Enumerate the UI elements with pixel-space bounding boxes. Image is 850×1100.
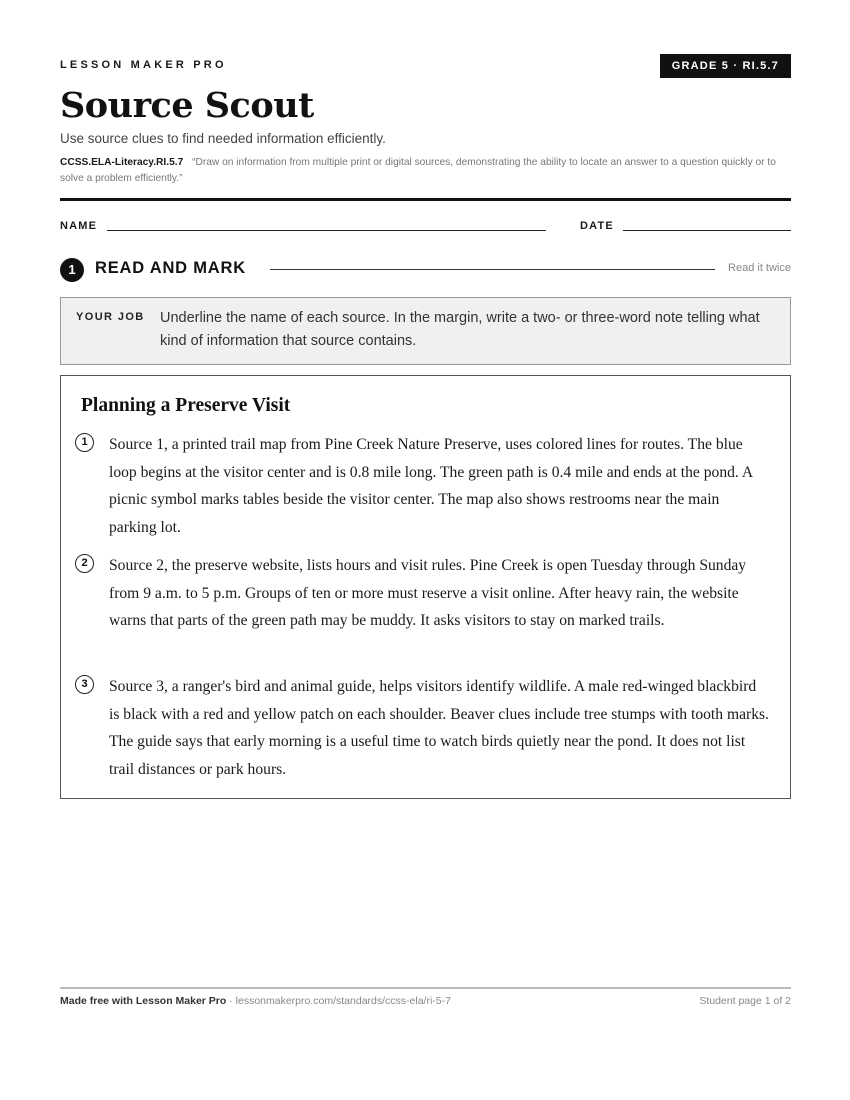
section-hint: Read it twice bbox=[728, 262, 791, 274]
name-field[interactable] bbox=[107, 230, 546, 231]
header-divider bbox=[60, 198, 791, 201]
footer-url[interactable]: · lessonmakerpro.com/standards/ccss-ela/ri-5-7 bbox=[226, 995, 451, 1007]
standard-citation bbox=[60, 155, 791, 187]
standard-code: CCSS.ELA-Literacy.RI.5.7 bbox=[60, 157, 184, 168]
passage-box bbox=[60, 375, 791, 799]
job-label: YOUR JOB bbox=[76, 311, 145, 323]
section-rule bbox=[270, 269, 715, 270]
job-text: Underline the name of each source. In the margin, write a two- or three-word note telling what kind of information that source contains. bbox=[160, 310, 760, 349]
page-title: Source Scout bbox=[60, 85, 314, 126]
grade-badge: GRADE 5 · RI.5.7 bbox=[660, 54, 791, 78]
brand-name: LESSON MAKER PRO bbox=[60, 59, 227, 71]
date-field[interactable] bbox=[623, 230, 791, 231]
name-label: NAME bbox=[60, 220, 98, 232]
instructions-box bbox=[60, 297, 791, 365]
standard-text: “Draw on information from multiple print or digital sources, demonstrating the ability to locate an answer to a question quickly or to solve a problem efficiently.” bbox=[60, 157, 776, 184]
paragraph-number: 2 bbox=[75, 554, 94, 573]
page-indicator: Student page 1 of 2 bbox=[699, 995, 791, 1007]
footer-divider bbox=[60, 987, 791, 989]
footer-credit bbox=[60, 995, 451, 1007]
page-subtitle: Use source clues to find needed information efficiently. bbox=[60, 131, 386, 146]
paragraph-number: 3 bbox=[75, 675, 94, 694]
paragraph-text: Source 1, a printed trail map from Pine Creek Nature Preserve, uses colored lines for routes. The blue loop begins at the visitor center and is 0.8 mile long. The green path is 0.4 mile and ends at the pond. A picnic symbol marks tables beside the visitor center. The map also shows restrooms near the main parking lot. bbox=[109, 436, 753, 536]
section-title: READ AND MARK bbox=[95, 259, 246, 277]
worksheet-page bbox=[60, 0, 791, 1100]
paragraph-text: Source 2, the preserve website, lists hours and visit rules. Pine Creek is open Tuesday through Sunday from 9 a.m. to 5 p.m. Groups of ten or more must reserve a visit online. After heavy rain, the website warns that parts of the green path may be muddy. It asks visitors to stay on marked trails. bbox=[109, 557, 747, 630]
footer-made-with: Made free with Lesson Maker Pro bbox=[60, 995, 227, 1007]
section-number: 1 bbox=[60, 258, 84, 282]
date-label: DATE bbox=[580, 220, 614, 232]
passage-title: Planning a Preserve Visit bbox=[81, 395, 291, 416]
paragraph-text: Source 3, a ranger's bird and animal guide, helps visitors identify wildlife. A male red-winged blackbird is black with a red and yellow patch on each shoulder. Beaver clues include tree stumps with tooth marks. The guide says that early morning is a useful time to watch birds quietly near the pond. It does not list trail distances or park hours. bbox=[109, 678, 769, 778]
paragraph-number: 1 bbox=[75, 433, 94, 452]
